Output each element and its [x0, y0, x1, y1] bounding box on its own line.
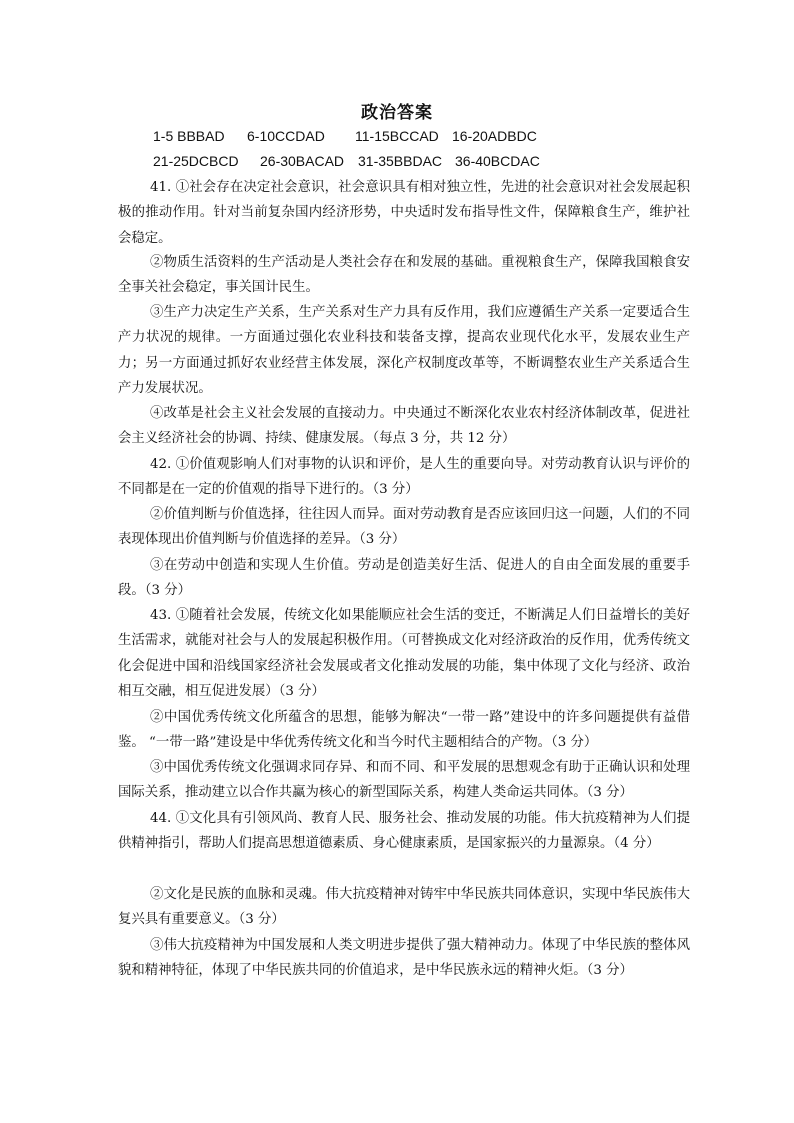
answer-44-point-3: ③伟大抗疫精神为中国发展和人类文明进步提供了强大精神动力。体现了中华民族的整体风貌和精神特征，体现了中华民族共同的价值追求，是中华民族永远的精神火炬。（3 分） — [118, 938, 690, 979]
answer-43-point-1: 43. ①随着社会发展，传统文化如果能顺应社会生活的变迁，不断满足人们日益增长的美好生活需求，就能对社会与人的发展起积极作用。（可替换成文化对经济政治的反作用，优秀传统文化会促进中国和沿线国家经济社会发展或者文化推动发展的功能，集中体现了文化与经济、政治相互交融，相互促进发展）（3 分） — [118, 608, 690, 699]
key-6-10: 6-10CCDAD — [247, 128, 325, 144]
key-16-20: 16-20ADBDC — [452, 128, 537, 144]
answer-43-point-3: ③中国优秀传统文化强调求同存异、和而不同、和平发展的思想观念有助于正确认识和处理国际关系，推动建立以合作共赢为核心的新型国际关系，构建人类命运共同体。（3 分） — [118, 760, 690, 801]
answer-41-point-4: ④改革是社会主义社会发展的直接动力。中央通过不断深化农业农村经济体制改革，促进社会主义经济社会的协调、持续、健康发展。（每点 3 分，共 12 分） — [118, 406, 690, 447]
key-11-15: 11-15BCCAD — [355, 128, 439, 144]
answer-43-point-2: ②中国优秀传统文化所蕴含的思想，能够为解决“一带一路”建设中的许多问题提供有益借鉴。 “一带一路”建设是中华优秀传统文化和当今时代主题相结合的产物。（3 分） — [118, 710, 690, 751]
answer-42-point-2: ②价值判断与价值选择，往往因人而异。面对劳动教育是否应该回归这一问题，人们的不同表现体现出价值判断与价值选择的差异。（3 分） — [118, 507, 690, 548]
answer-41-point-2: ②物质生活资料的生产活动是人类社会存在和发展的基础。重视粮食生产，保障我国粮食安全事关社会稳定，事关国计民生。 — [118, 255, 690, 296]
answer-41-point-1: 41. ①社会存在决定社会意识，社会意识具有相对独立性，先进的社会意识对社会发展起积极的推动作用。针对当前复杂国内经济形势，中央适时发布指导性文件，保障粮食生产，维护社会稳定。 — [118, 180, 690, 246]
key-1-5: 1-5 BBBAD — [153, 128, 225, 144]
key-31-35: 31-35BBDAC — [358, 153, 443, 169]
answer-44-point-1: 44. ①文化具有引领风尚、教育人民、服务社会、推动发展的功能。伟大抗疫精神为人们提供精神指引，帮助人们提高思想道德素质、身心健康素质，是国家振兴的力量源泉。（4 分） — [118, 811, 690, 852]
answer-42-point-3: ③在劳动中创造和实现人生价值。劳动是创造美好生活、促进人的自由全面发展的重要手段。（3 分） — [118, 558, 690, 599]
page-title: 政治答案 — [361, 103, 433, 123]
key-21-25: 21-25DCBCD — [153, 153, 239, 169]
key-26-30: 26-30BACAD — [260, 153, 345, 169]
answer-42-point-1: 42. ①价值观影响人们对事物的认识和评价，是人生的重要向导。对劳动教育认识与评价的不同都是在一定的价值观的指导下进行的。（3 分） — [118, 457, 690, 498]
answer-41-point-3: ③生产力决定生产关系，生产关系对生产力具有反作用，我们应遵循生产关系一定要适合生产力状况的规律。一方面通过强化农业科技和装备支撑，提高农业现代化水平，发展农业生产力；另一方面通过抓好农业经营主体发展，深化产权制度改革等，不断调整农业生产关系适合生产力发展状况。 — [118, 305, 690, 396]
key-36-40: 36-40BCDAC — [455, 153, 540, 169]
answer-44-point-2: ②文化是民族的血脉和灵魂。伟大抗疫精神对铸牢中华民族共同体意识，实现中华民族伟大复兴具有重要意义。（3 分） — [118, 887, 690, 928]
